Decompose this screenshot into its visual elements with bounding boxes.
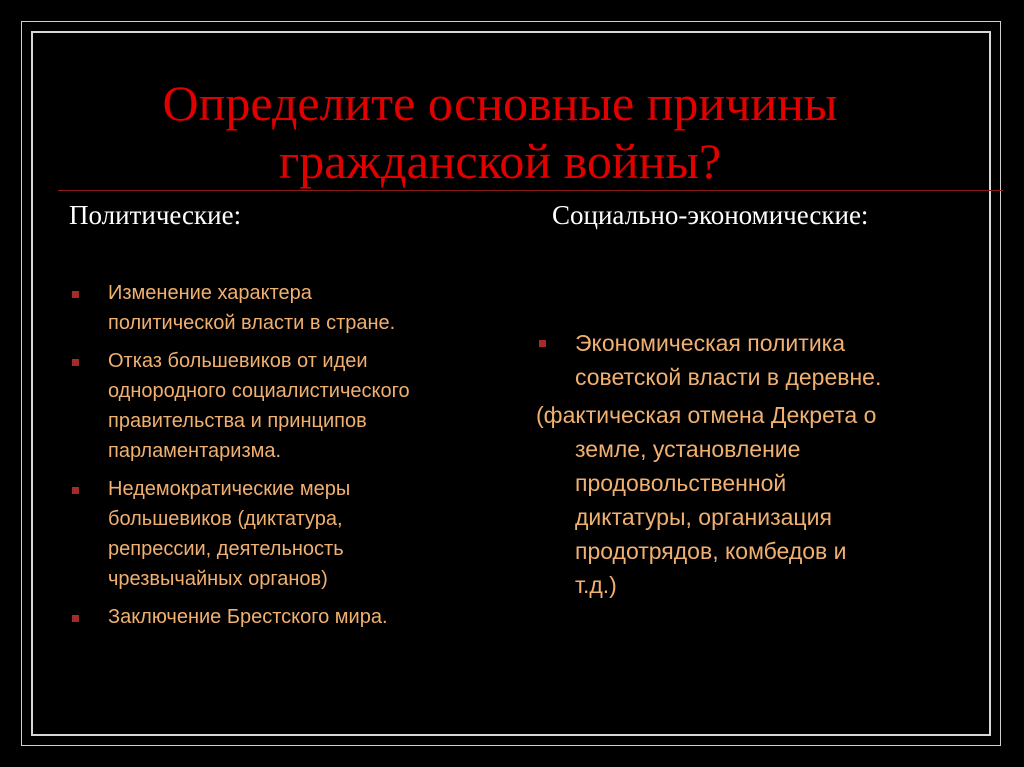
- list-item-text: правительства и принципов: [108, 410, 367, 432]
- slide-title-line-2: гражданской войны?: [278, 133, 722, 189]
- slide-title: [40, 74, 960, 190]
- square-bullet-icon: [72, 359, 79, 366]
- list-item-text: политической власти в стране.: [108, 312, 396, 334]
- list-item: [69, 346, 519, 466]
- note-text: продовольственной: [575, 470, 787, 496]
- list-item: [69, 474, 519, 594]
- square-bullet-icon: [72, 615, 79, 622]
- square-bullet-icon: [539, 340, 546, 347]
- list-item-text: Экономическая политика: [575, 330, 846, 356]
- note-text: (фактическая отмена Декрета о: [536, 402, 877, 428]
- square-bullet-icon: [72, 291, 79, 298]
- list-item: [536, 326, 976, 394]
- list-item-text: однородного социалистического: [108, 380, 410, 402]
- list-item-text: Отказ большевиков от идеи: [108, 350, 368, 372]
- list-item-text: чрезвычайных органов): [108, 568, 328, 590]
- socio-economic-heading: Социально-экономические:: [552, 200, 869, 230]
- list-item-text: Изменение характера: [108, 282, 312, 304]
- list-item-text: репрессии, деятельность: [108, 538, 344, 560]
- slide-title-line-1: Определите основные причины: [162, 75, 838, 131]
- square-bullet-icon: [72, 487, 79, 494]
- note-paragraph: [536, 398, 976, 602]
- title-divider: [58, 190, 1003, 191]
- list-item-text: Заключение Брестского мира.: [108, 606, 388, 628]
- list-item-text: Недемократические меры: [108, 478, 351, 500]
- note-text: земле, установление: [575, 436, 801, 462]
- list-item-text: советской власти в деревне.: [575, 364, 882, 390]
- note-text: т.д.): [575, 572, 617, 598]
- list-item: [69, 278, 519, 338]
- note-text: продотрядов, комбедов и: [575, 538, 847, 564]
- political-causes-list: [69, 278, 519, 640]
- political-heading: Политические:: [69, 200, 242, 230]
- note-text: диктатуры, организация: [575, 504, 832, 530]
- list-item-text: большевиков (диктатура,: [108, 508, 343, 530]
- socio-economic-causes-list: [536, 326, 976, 606]
- list-item: [69, 602, 519, 632]
- list-item-text: парламентаризма.: [108, 440, 282, 462]
